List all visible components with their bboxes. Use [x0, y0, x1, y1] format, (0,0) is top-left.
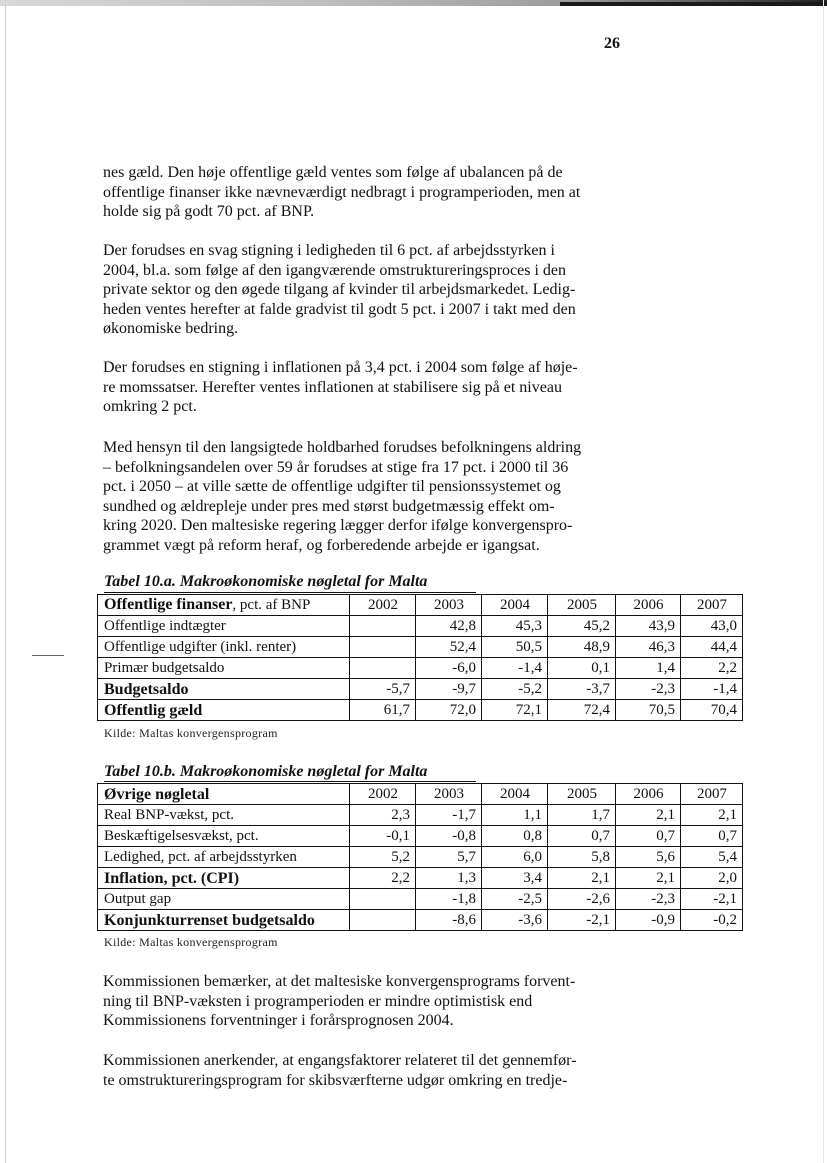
text-line: Der forudses en stigning i inflationen på 3,4 pct. i 2004 som følge af høje-: [103, 359, 578, 376]
year-cell: 2002: [350, 595, 416, 616]
text-line: te omstruktureringsprogram for skibsværfterne udgør omkring en tredje-: [103, 1071, 568, 1089]
text-line: omkring 2 pct.: [103, 398, 197, 415]
value-cell: 5,7: [416, 847, 482, 868]
value-cell: 1,3: [416, 868, 482, 889]
value-cell: 72,0: [416, 700, 482, 721]
header-cell: Øvrige nøgletal: [98, 784, 350, 805]
table-a: [97, 594, 743, 721]
value-cell: 3,4: [482, 868, 548, 889]
year-cell: 2007: [681, 595, 743, 616]
value-cell: 2,0: [681, 868, 743, 889]
value-cell: 6,0: [482, 847, 548, 868]
paragraph-commission-growth: [103, 972, 643, 1031]
year-cell: 2003: [416, 595, 482, 616]
paragraph-commission-oneoff: [103, 1051, 643, 1090]
text-line: grammet vægt på reform heraf, og forberedende arbejde er igangsat.: [103, 536, 540, 554]
value-cell: 72,1: [482, 700, 548, 721]
value-cell: 70,5: [616, 700, 681, 721]
value-cell: 0,1: [548, 658, 616, 679]
year-cell: 2005: [548, 784, 616, 805]
text-line: holde sig på godt 70 pct. af BNP.: [103, 203, 315, 220]
page-number: 26: [604, 35, 620, 52]
row-label: Offentlige indtægter: [98, 616, 350, 637]
table-b-caption: Tabel 10.b. Makroøkonomiske nøgletal for Malta: [104, 763, 428, 780]
table-row: [98, 679, 743, 700]
value-cell: 2,1: [616, 805, 681, 826]
value-cell: -1,7: [416, 805, 482, 826]
value-cell: 42,8: [416, 616, 482, 637]
row-label: Konjunkturrenset budgetsaldo: [98, 910, 350, 931]
row-label: Output gap: [98, 889, 350, 910]
value-cell: 2,1: [616, 868, 681, 889]
header-rest: , pct. af BNP: [232, 597, 311, 613]
value-cell: 1,4: [616, 658, 681, 679]
value-cell: -0,8: [416, 826, 482, 847]
value-cell: 0,7: [548, 826, 616, 847]
value-cell: [350, 637, 416, 658]
margin-mark: [32, 655, 64, 656]
paragraph-inflation: [103, 358, 643, 417]
paragraph-public-debt: [103, 163, 643, 222]
value-cell: 46,3: [616, 637, 681, 658]
value-cell: -5,7: [350, 679, 416, 700]
value-cell: 5,4: [681, 847, 743, 868]
row-label: Inflation, pct. (CPI): [98, 868, 350, 889]
value-cell: [350, 910, 416, 931]
table-header-row: [98, 595, 743, 616]
table-b: [97, 783, 743, 931]
text-line: pct. i 2050 – at ville sætte de offentlige udgifter til pensionssystemet og: [103, 478, 561, 495]
year-cell: 2004: [482, 784, 548, 805]
row-label: Offentlige udgifter (inkl. renter): [98, 637, 350, 658]
table-row: [98, 616, 743, 637]
text-line: Kommissionen bemærker, at det maltesiske konvergensprograms forvent-: [103, 973, 576, 990]
value-cell: -2,5: [482, 889, 548, 910]
table-row: [98, 889, 743, 910]
table-row: [98, 637, 743, 658]
value-cell: -0,2: [681, 910, 743, 931]
value-cell: 2,1: [681, 805, 743, 826]
year-cell: 2006: [616, 784, 681, 805]
text-line: 2004, bl.a. som følge af den igangværende omstruktureringsproces i den: [103, 261, 566, 279]
value-cell: 52,4: [416, 637, 482, 658]
value-cell: -8,6: [416, 910, 482, 931]
table-row: [98, 910, 743, 931]
value-cell: 5,6: [616, 847, 681, 868]
row-label: Beskæftigelsesvækst, pct.: [98, 826, 350, 847]
value-cell: 61,7: [350, 700, 416, 721]
year-cell: 2007: [681, 784, 743, 805]
value-cell: 1,7: [548, 805, 616, 826]
text-line: nes gæld. Den høje offentlige gæld ventes som følge af ubalancen på de: [103, 164, 563, 181]
value-cell: 5,8: [548, 847, 616, 868]
text-line: kring 2020. Den maltesiske regering lægger derfor ifølge konvergenspro-: [103, 517, 573, 534]
value-cell: [350, 658, 416, 679]
header-bold: Offentlige finanser: [104, 596, 233, 613]
caption-underline: [104, 592, 476, 593]
value-cell: -2,1: [548, 910, 616, 931]
value-cell: 48,9: [548, 637, 616, 658]
value-cell: -3,6: [482, 910, 548, 931]
value-cell: 1,1: [482, 805, 548, 826]
text-line: Med hensyn til den langsigtede holdbarhed forudses befolkningens aldring: [103, 439, 582, 456]
value-cell: 2,2: [350, 868, 416, 889]
row-label: Real BNP-vækst, pct.: [98, 805, 350, 826]
table-header-row: [98, 784, 743, 805]
value-cell: 43,0: [681, 616, 743, 637]
value-cell: 72,4: [548, 700, 616, 721]
text-line: offentlige finanser ikke nævneværdigt nedbragt i programperioden, men at: [103, 183, 581, 201]
paragraph-sustainability: [103, 438, 643, 555]
text-line: heden ventes herefter at falde gradvist til godt 5 pct. i 2007 i takt med den: [103, 300, 576, 318]
text-line: – befolkningsandelen over 59 år forudses at stige fra 17 pct. i 2000 til 36: [103, 458, 569, 476]
value-cell: 5,2: [350, 847, 416, 868]
value-cell: -5,2: [482, 679, 548, 700]
table-row: [98, 868, 743, 889]
table-a-source: Kilde: Maltas konvergensprogram: [104, 726, 278, 740]
table-row: [98, 700, 743, 721]
value-cell: 0,7: [681, 826, 743, 847]
value-cell: -9,7: [416, 679, 482, 700]
row-label: Budgetsaldo: [98, 679, 350, 700]
year-cell: 2003: [416, 784, 482, 805]
text-line: sundhed og ældrepleje under pres med størst budgetmæssig effekt om-: [103, 497, 555, 515]
paragraph-unemployment: [103, 241, 643, 339]
text-line: Der forudses en svag stigning i ledigheden til 6 pct. af arbejdsstyrken i: [103, 242, 555, 259]
value-cell: [350, 889, 416, 910]
value-cell: 2,3: [350, 805, 416, 826]
value-cell: -0,1: [350, 826, 416, 847]
table-a-caption: Tabel 10.a. Makroøkonomiske nøgletal for Malta: [104, 573, 428, 590]
value-cell: -2,3: [616, 679, 681, 700]
value-cell: -3,7: [548, 679, 616, 700]
caption-underline: [104, 781, 476, 782]
header-cell: [98, 595, 350, 616]
value-cell: 45,2: [548, 616, 616, 637]
table-row: [98, 847, 743, 868]
year-cell: 2006: [616, 595, 681, 616]
table-row: [98, 826, 743, 847]
year-cell: 2002: [350, 784, 416, 805]
value-cell: 50,5: [482, 637, 548, 658]
value-cell: -1,8: [416, 889, 482, 910]
value-cell: -2,1: [681, 889, 743, 910]
scan-edge-top-dark: [560, 2, 827, 6]
scan-edge-right: [823, 0, 824, 1163]
value-cell: -0,9: [616, 910, 681, 931]
value-cell: [350, 616, 416, 637]
text-line: re momssatser. Herefter ventes inflationen at stabilisere sig på et niveau: [103, 378, 562, 396]
table-row: [98, 805, 743, 826]
scan-edge-left: [5, 0, 6, 1163]
value-cell: 43,9: [616, 616, 681, 637]
text-line: private sektor og den øgede tilgang af kvinder til arbejdsmarkedet. Ledig-: [103, 281, 576, 298]
value-cell: -6,0: [416, 658, 482, 679]
row-label: Offentlig gæld: [98, 700, 350, 721]
value-cell: 2,1: [548, 868, 616, 889]
year-cell: 2004: [482, 595, 548, 616]
table-row: [98, 658, 743, 679]
table-b-source: Kilde: Maltas konvergensprogram: [104, 935, 278, 949]
year-cell: 2005: [548, 595, 616, 616]
value-cell: -1,4: [681, 679, 743, 700]
value-cell: 44,4: [681, 637, 743, 658]
value-cell: 70,4: [681, 700, 743, 721]
text-line: ning til BNP-væksten i programperioden er mindre optimistisk end: [103, 992, 533, 1010]
value-cell: 45,3: [482, 616, 548, 637]
value-cell: 0,7: [616, 826, 681, 847]
value-cell: 0,8: [482, 826, 548, 847]
text-line: Kommissionens forventninger i forårsprognosen 2004.: [103, 1012, 454, 1029]
row-label: Primær budgetsaldo: [98, 658, 350, 679]
text-line: økonomiske bedring.: [103, 320, 239, 337]
text-line: Kommissionen anerkender, at engangsfaktorer relateret til det gennemfør-: [103, 1052, 577, 1069]
value-cell: -1,4: [482, 658, 548, 679]
row-label: Ledighed, pct. af arbejdsstyrken: [98, 847, 350, 868]
value-cell: -2,6: [548, 889, 616, 910]
value-cell: -2,3: [616, 889, 681, 910]
value-cell: 2,2: [681, 658, 743, 679]
